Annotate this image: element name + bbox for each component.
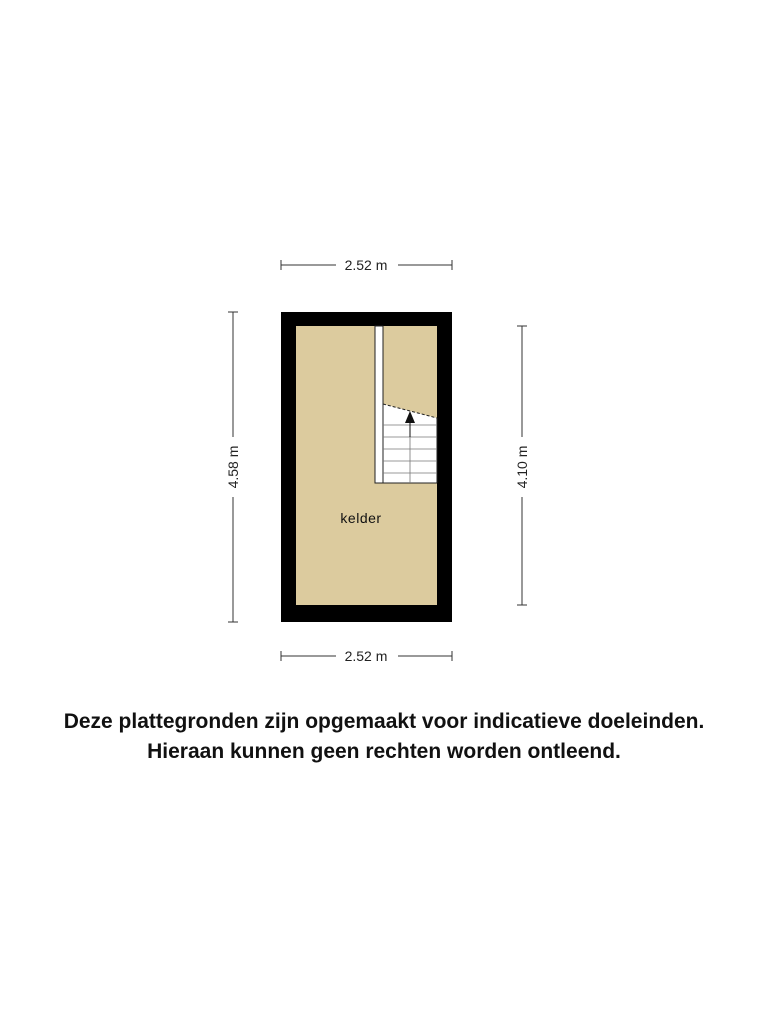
right-dimension bbox=[514, 326, 530, 605]
right-dimension-label: 4.10 m bbox=[514, 445, 530, 489]
bottom-dimension-label: 2.52 m bbox=[344, 648, 388, 664]
staircase bbox=[383, 404, 437, 483]
top-dimension bbox=[281, 257, 452, 273]
disclaimer-line-1: Deze plattegronden zijn opgemaakt voor indicatieve doeleinden. bbox=[63, 710, 705, 733]
left-dimension-label: 4.58 m bbox=[225, 445, 241, 489]
partition-wall bbox=[375, 326, 383, 483]
bottom-dimension bbox=[281, 648, 452, 664]
room-label: kelder bbox=[340, 510, 382, 526]
disclaimer-line-2: Hieraan kunnen geen rechten worden ontleend. bbox=[147, 740, 621, 763]
top-dimension-label: 2.52 m bbox=[344, 257, 388, 273]
left-dimension bbox=[225, 312, 241, 622]
